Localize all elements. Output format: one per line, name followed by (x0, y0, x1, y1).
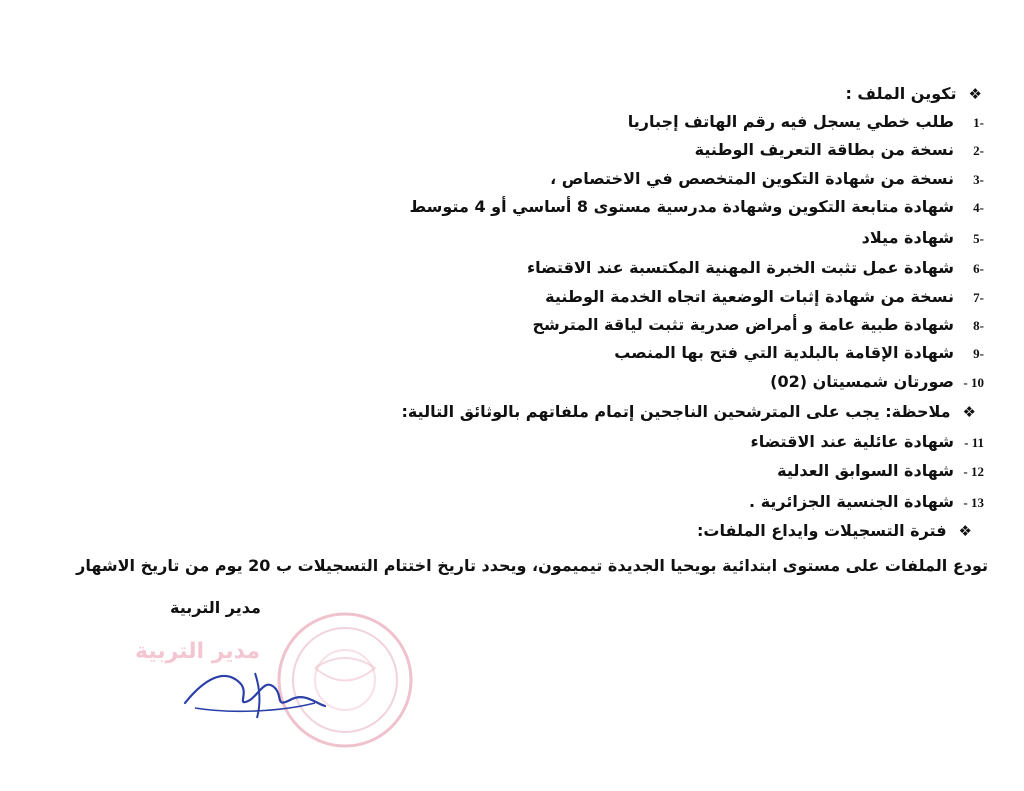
list-item: -1طلب خطي يسجل فيه رقم الهاتف إجباريا (627, 112, 984, 131)
diamond-bullet-icon: ❖ (962, 403, 976, 421)
official-stamp-icon (135, 608, 415, 758)
registration-period-heading: ❖فترة التسجيلات وايداع الملفات: (696, 521, 972, 540)
diamond-bullet-icon: ❖ (958, 522, 972, 540)
list-item: -8شهادة طبية عامة و أمراض صدرية تثبت لياقة المترشح (532, 315, 984, 334)
diamond-bullet-icon: ❖ (968, 85, 982, 103)
list-item: -3نسخة من شهادة التكوين المتخصص في الاختصاص ، (550, 169, 984, 188)
list-item: 13 -شهادة الجنسية الجزائرية . (749, 492, 984, 511)
list-item: -5شهادة ميلاد (861, 228, 984, 247)
stamp-text: مدير التربية (135, 639, 260, 664)
list-item: -2نسخة من بطاقة التعريف الوطنية (694, 140, 984, 159)
list-item: -4شهادة متابعة التكوين وشهادة مدرسية مستوى 8 أساسي أو 4 متوسط (409, 197, 984, 216)
deposit-paragraph: تودع الملفات على مستوى ابتدائية بويحيا الجديدة تيميمون، ويحدد تاريخ اختتام التسجيلات ب 20 يوم من تاريخ الاشهار (76, 556, 988, 575)
list-item: 12 -شهادة السوابق العدلية (777, 461, 984, 480)
signature-title: مدير التربية (170, 598, 261, 617)
list-item: -6شهادة عمل تثبت الخبرة المهنية المكتسبة عند الاقتضاء (526, 258, 984, 277)
file-composition-heading: ❖تكوين الملف : (845, 84, 982, 103)
school-name: ابتدائية بويحيا الجديدة تيميمون (538, 556, 778, 575)
list-item: -7نسخة من شهادة إثبات الوضعية اتجاه الخدمة الوطنية (545, 287, 984, 306)
note-heading: ❖ملاحظة: يجب على المترشحين الناجحين إتمام ملفاتهم بالوثائق التالية: (401, 402, 976, 421)
list-item: 10 -صورتان شمسيتان (02) (770, 372, 984, 391)
list-item: 11 -شهادة عائلية عند الاقتضاء (750, 432, 984, 451)
list-item: -9شهادة الإقامة بالبلدية التي فتح بها المنصب (614, 343, 984, 362)
